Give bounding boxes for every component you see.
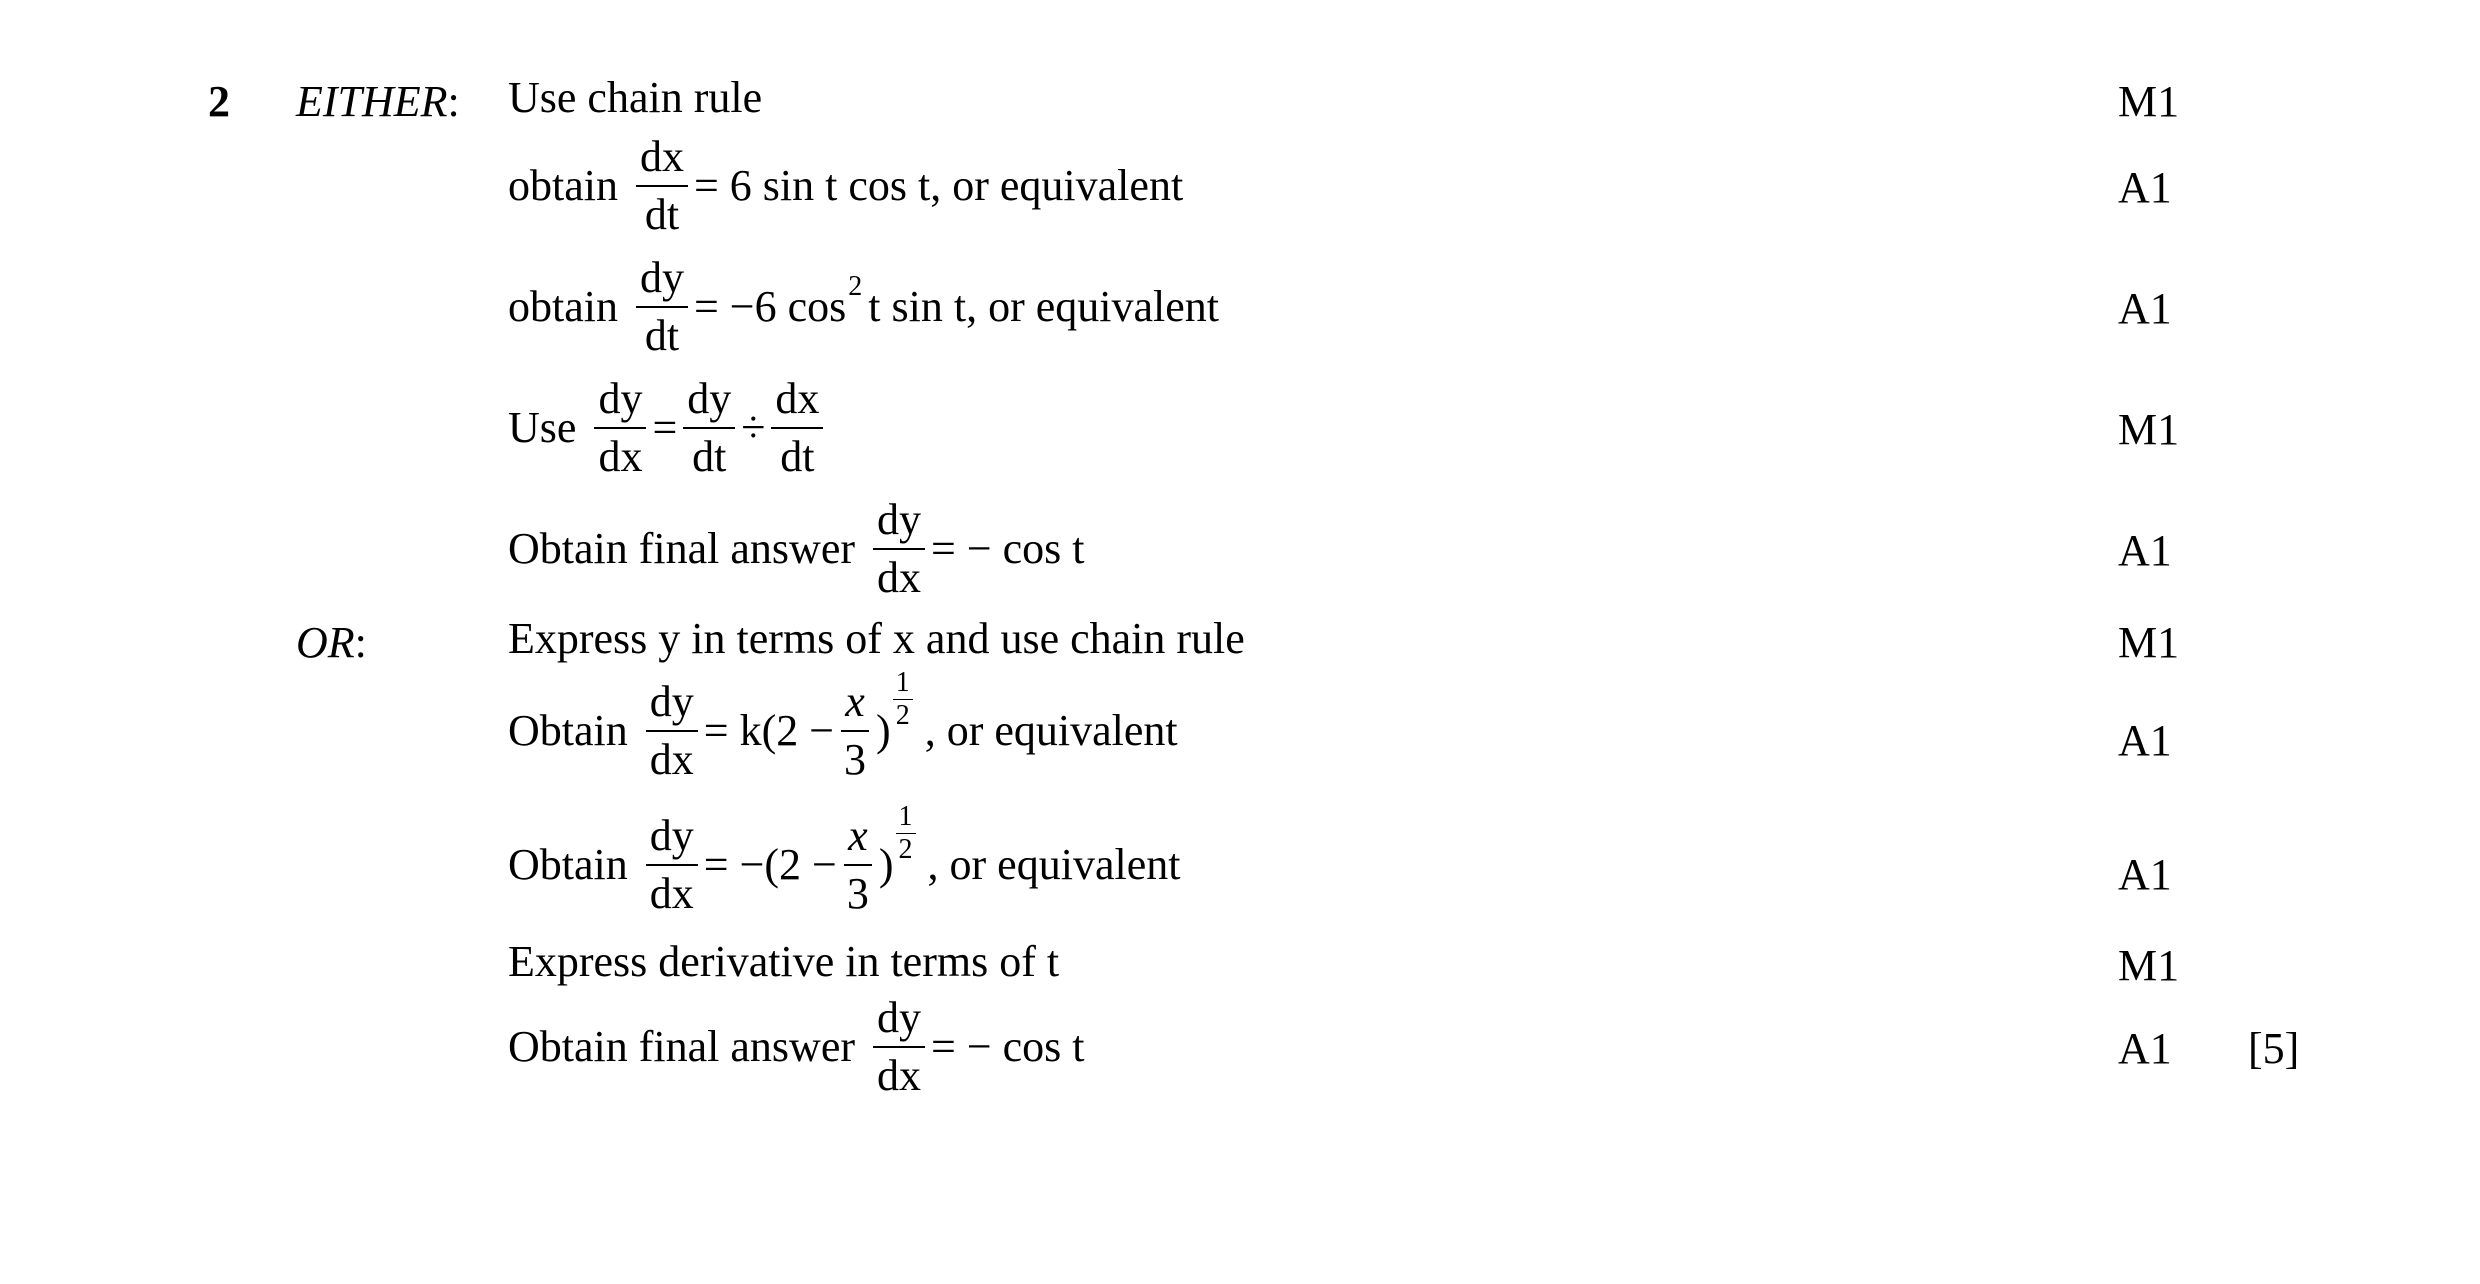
equals-sign: = [652, 403, 678, 452]
fraction-denominator: dt [780, 432, 815, 481]
fraction [646, 811, 698, 918]
fraction-numerator: dy [873, 498, 925, 550]
fraction-numerator: dx [636, 135, 688, 187]
step-suffix: , or equivalent [966, 282, 1219, 331]
mark-label: M1 [2118, 405, 2180, 454]
fraction-numerator: dy [683, 377, 735, 429]
fraction-denominator: dt [644, 311, 680, 360]
step-row [508, 253, 1219, 360]
step-prefix: Obtain [508, 840, 628, 889]
fraction [636, 132, 688, 239]
fraction [594, 374, 646, 481]
step-suffix: , or equivalent [930, 161, 1184, 210]
fraction-numerator: dy [646, 814, 698, 866]
fraction [646, 677, 698, 784]
fraction [771, 374, 823, 481]
step-prefix: Obtain final answer [508, 524, 855, 573]
step-suffix: , or equivalent [927, 840, 1181, 889]
step-prefix: Obtain [508, 706, 628, 755]
closing-bracket: ) [876, 706, 891, 755]
mark-label: M1 [2118, 618, 2180, 667]
step-text: Use chain rule [508, 73, 763, 122]
fraction-denominator: dx [598, 432, 643, 481]
step-row [508, 800, 1181, 918]
step-text: Express y in terms of x and use chain rule [508, 614, 1245, 663]
total-marks: [5] [2248, 1024, 2300, 1073]
fraction-numerator: dx [771, 377, 823, 429]
expression: = 6 sin t cos t [693, 161, 931, 210]
mark-label: A1 [2118, 526, 2172, 575]
fraction [873, 993, 925, 1100]
step-row [508, 614, 1245, 663]
fraction-denominator: dt [692, 432, 727, 481]
fraction-denominator: dt [644, 190, 680, 239]
fraction-denominator: 3 [846, 869, 869, 918]
fraction-numerator: dy [594, 377, 646, 429]
divide-sign: ÷ [741, 403, 766, 452]
fraction-numerator: x [841, 680, 869, 732]
expression: t sin t [868, 282, 967, 331]
mark-label: A1 [2118, 1024, 2172, 1073]
expression: = −6 cos [693, 282, 847, 331]
step-prefix: Use [508, 403, 577, 452]
mark-label: A1 [2118, 284, 2172, 333]
fraction [636, 253, 688, 360]
step-row [508, 495, 1085, 602]
fraction-denominator: 2 [895, 699, 910, 731]
mark-label: A1 [2118, 850, 2172, 899]
step-row [508, 993, 1085, 1100]
fraction-numerator: x [844, 814, 872, 866]
mark-label: M1 [2118, 941, 2180, 990]
expression: = k(2 − [703, 706, 835, 755]
fraction [873, 495, 925, 602]
fraction-denominator: dx [649, 735, 694, 784]
fraction-denominator: 2 [898, 833, 913, 865]
fraction-denominator: dx [877, 1051, 921, 1100]
fraction [683, 374, 735, 481]
fraction-numerator: dy [873, 996, 925, 1048]
exponent-fraction [896, 800, 916, 865]
step-row [508, 73, 763, 122]
fraction-numerator: dy [636, 256, 688, 308]
step-row [508, 132, 1184, 239]
expression: = −(2 − [703, 840, 837, 889]
step-text: Express derivative in terms of t [508, 937, 1060, 986]
step-prefix: Obtain final answer [508, 1022, 855, 1071]
step-prefix: obtain [508, 282, 618, 331]
fraction [843, 811, 873, 918]
step-row [508, 374, 829, 481]
fraction-denominator: 3 [844, 735, 867, 784]
question-number: 2 [208, 77, 230, 126]
step-row [508, 937, 1060, 986]
expression: = − cos t [931, 1022, 1085, 1071]
expression: = − cos t [931, 524, 1085, 573]
fraction-denominator: dx [877, 553, 921, 602]
or-label: OR: [296, 618, 367, 667]
step-suffix: , or equivalent [924, 706, 1178, 755]
exponent: 2 [848, 271, 863, 302]
either-label: EITHER: [296, 77, 460, 126]
exponent-fraction [893, 666, 913, 731]
fraction-numerator: 1 [893, 669, 913, 700]
fraction [840, 677, 870, 784]
fraction-numerator: dy [646, 680, 698, 732]
step-row [508, 666, 1178, 784]
mark-label: A1 [2118, 163, 2172, 212]
step-prefix: obtain [508, 161, 618, 210]
fraction-denominator: dx [649, 869, 694, 918]
closing-bracket: ) [878, 840, 894, 889]
fraction-numerator: 1 [896, 803, 916, 834]
mark-label: A1 [2118, 716, 2172, 765]
mark-label: M1 [2118, 77, 2180, 126]
